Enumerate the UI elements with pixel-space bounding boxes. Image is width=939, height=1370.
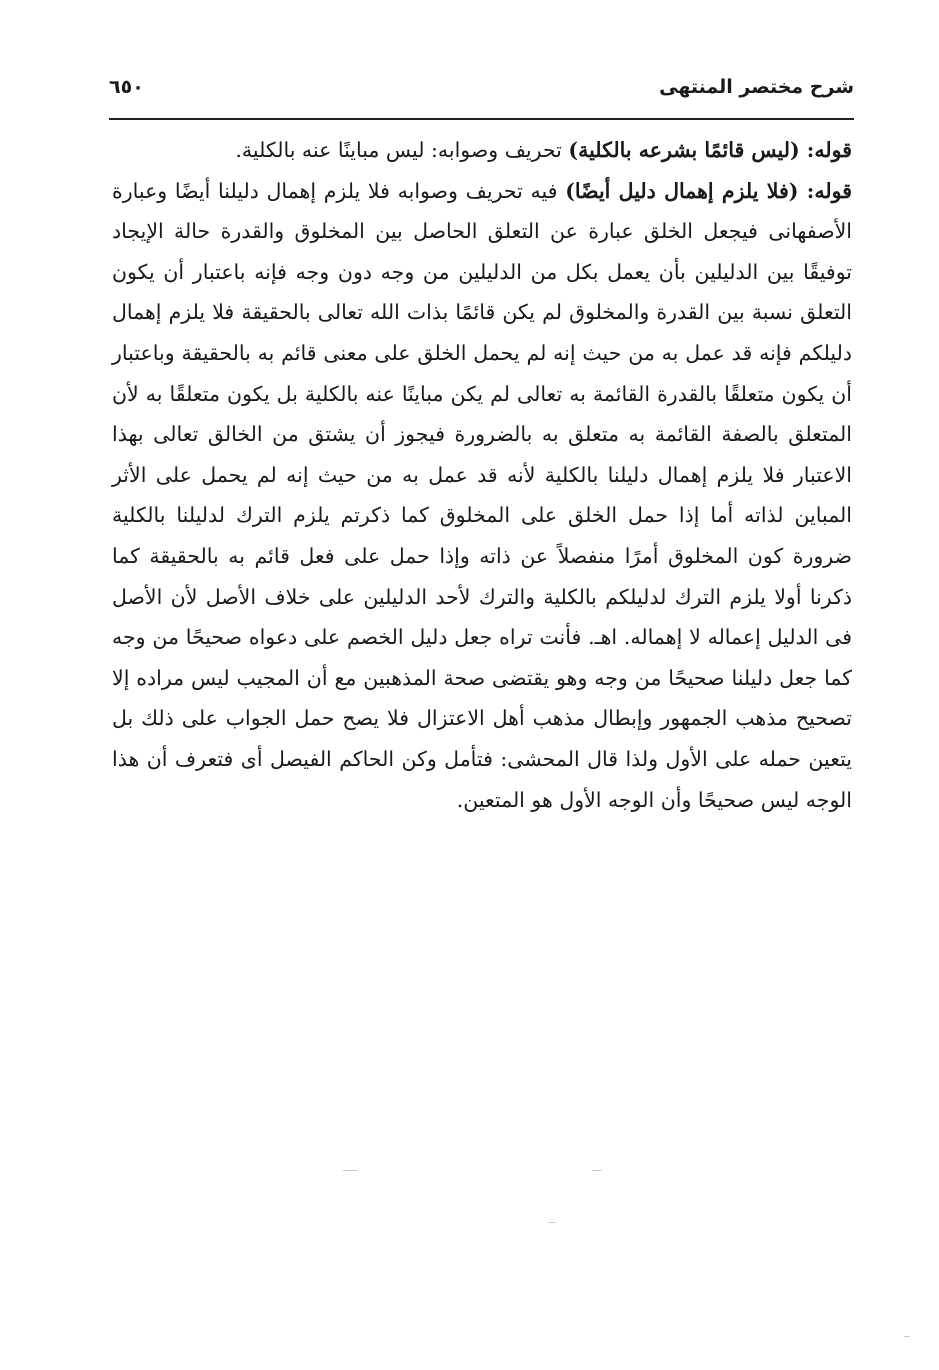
running-head <box>109 72 854 116</box>
paragraph-2-text: فيه تحريف وصوابه فلا يلزم إهمال دليلنا أيضًا وعبارة الأصفهانى فيجعل الخلق عبارة عن التعلق الحاصل بين المخلوق والقدرة حالة الإيجاد توفيقًا بين الدليلين بأن يعمل بكل من الدليلين من وجه دون وجه فإنه باعتبار أن يكون التعلق نسبة بين القدرة والمخلوق لم يكن قائمًا بذات الله تعالى بالحقيقة فلا يلزم إهمال دليلكم فإنه قد عمل به من حيث إنه لم يحمل الخلق على معنى قائم به بالحقيقة وباعتبار أن يكون متعلقًا بالقدرة القائمة به تعالى لم يكن مباينًا عنه بالكلية بل يكون متعلقًا به لأن المتعلق بالصفة القائمة به متعلق به بالضرورة فيجوز أن يشتق من الخالق تعالى بهذا الاعتبار فلا يلزم إهمال دليلنا بالكلية لأنه قد عمل به من حيث إنه لم يحمل على الأثر المباين لذاته أما إذا حمل الخلق على المخلوق كما ذكرتم يلزم الترك لدليلنا بالكلية ضرورة كون المخلوق أمرًا منفصلاً عن ذاته وإذا حمل على فعل قائم به بالحقيقة كما ذكرنا أولا يلزم الترك لدليلكم بالكلية والترك لأحد الدليلين على خلاف الأصل لأن الأصل فى الدليل إعماله لا إهماله. اهـ. فأنت تراه جعل دليل الخصم على دعواه صحيحًا من وجه كما جعل دليلنا صحيحًا من وجه وهو يقتضى صحة المذهبين مع أن المجيب ليس مراده إلا تصحيح مذهب الجمهور وإبطال مذهب أهل الاعتزال فلا يصح حمل الجواب على ذلك بل يتعين حمله على الأول ولذا قال المحشى: فتأمل وكن الحاكم الفيصل أى فتعرف أن هذا الوجه ليس صحيحًا وأن الوجه الأول هو المتعين. <box>112 178 852 812</box>
scan-speck <box>343 1170 357 1171</box>
paragraph-1 <box>112 130 852 171</box>
scan-speck <box>548 1222 556 1223</box>
paragraph-2 <box>112 171 852 821</box>
paragraph-1-text: تحريف وصوابه: ليس مباينًا عنه بالكلية. <box>235 138 569 162</box>
header-divider <box>109 118 854 120</box>
book-title: شرح مختصر المنتهى <box>659 76 854 98</box>
paragraph-2-lead: قوله: <box>798 178 853 203</box>
main-text <box>112 130 852 820</box>
scan-speck <box>904 1336 910 1337</box>
paragraph-1-quote: (ليس قائمًا بشرعه بالكلية) <box>568 138 800 162</box>
paragraph-2-quote: (فلا يلزم إهمال دليل أيضًا) <box>565 178 799 203</box>
page-number: ٦٥٠ <box>109 76 144 98</box>
scan-speck <box>592 1170 602 1171</box>
paragraph-1-lead: قوله: <box>799 138 852 162</box>
